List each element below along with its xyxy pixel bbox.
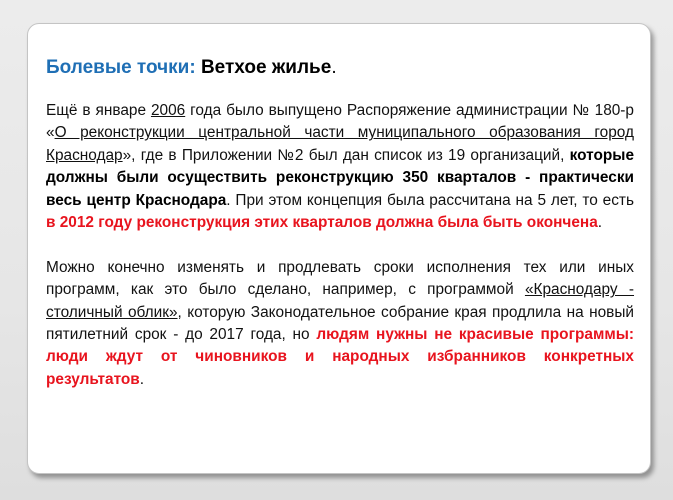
title-keyword: Болевые точки: bbox=[46, 57, 196, 78]
slide-content bbox=[46, 56, 634, 391]
slide-card bbox=[27, 23, 651, 474]
p2-red-highlight: людям нужны не красивые программы: люди ждут от чиновников и народных избранников конкретных результатов bbox=[46, 326, 634, 388]
p1-text-4: . При этом концепция была рассчитана на 5 лет, то есть bbox=[226, 191, 634, 209]
p1-text-5: . bbox=[597, 214, 603, 232]
title-period: . bbox=[331, 57, 337, 78]
p1-red-highlight: в 2012 году реконструкция этих кварталов должна была быть окончена bbox=[46, 214, 598, 232]
p1-decree-title-link: О реконструкции центральной части муниципального образования город Краснодар bbox=[46, 124, 634, 164]
p1-text-2: года было выпущено Распоряжение администрации № 180-р « bbox=[46, 102, 634, 142]
p1-text-3: », где в Приложении №2 был дан список из 19 организаций, bbox=[122, 146, 570, 164]
title-topic: Ветхое жилье bbox=[200, 57, 332, 78]
p2-program-link: «Краснодару - столичный облик» bbox=[46, 281, 635, 321]
p1-bold-statement: которые должны были осуществить реконструкцию 350 кварталов - практически весь центр Краснодара bbox=[46, 146, 634, 209]
p2-text-2: , которую Законодательное собрание края продлила на новый пятилетний срок - до 2017 года, но bbox=[46, 303, 634, 344]
paragraph-programs bbox=[46, 257, 634, 391]
p2-text-1: Можно конечно изменять и продлевать сроки исполнения тех или иных программ, как это было сделано, например, с программой bbox=[46, 258, 634, 299]
p1-text-1: Ещё в январе bbox=[46, 102, 151, 119]
p2-text-3: . bbox=[139, 370, 145, 388]
slide-title bbox=[46, 56, 634, 80]
p1-year-link: 2006 bbox=[150, 102, 186, 119]
paragraph-decree bbox=[46, 100, 634, 234]
